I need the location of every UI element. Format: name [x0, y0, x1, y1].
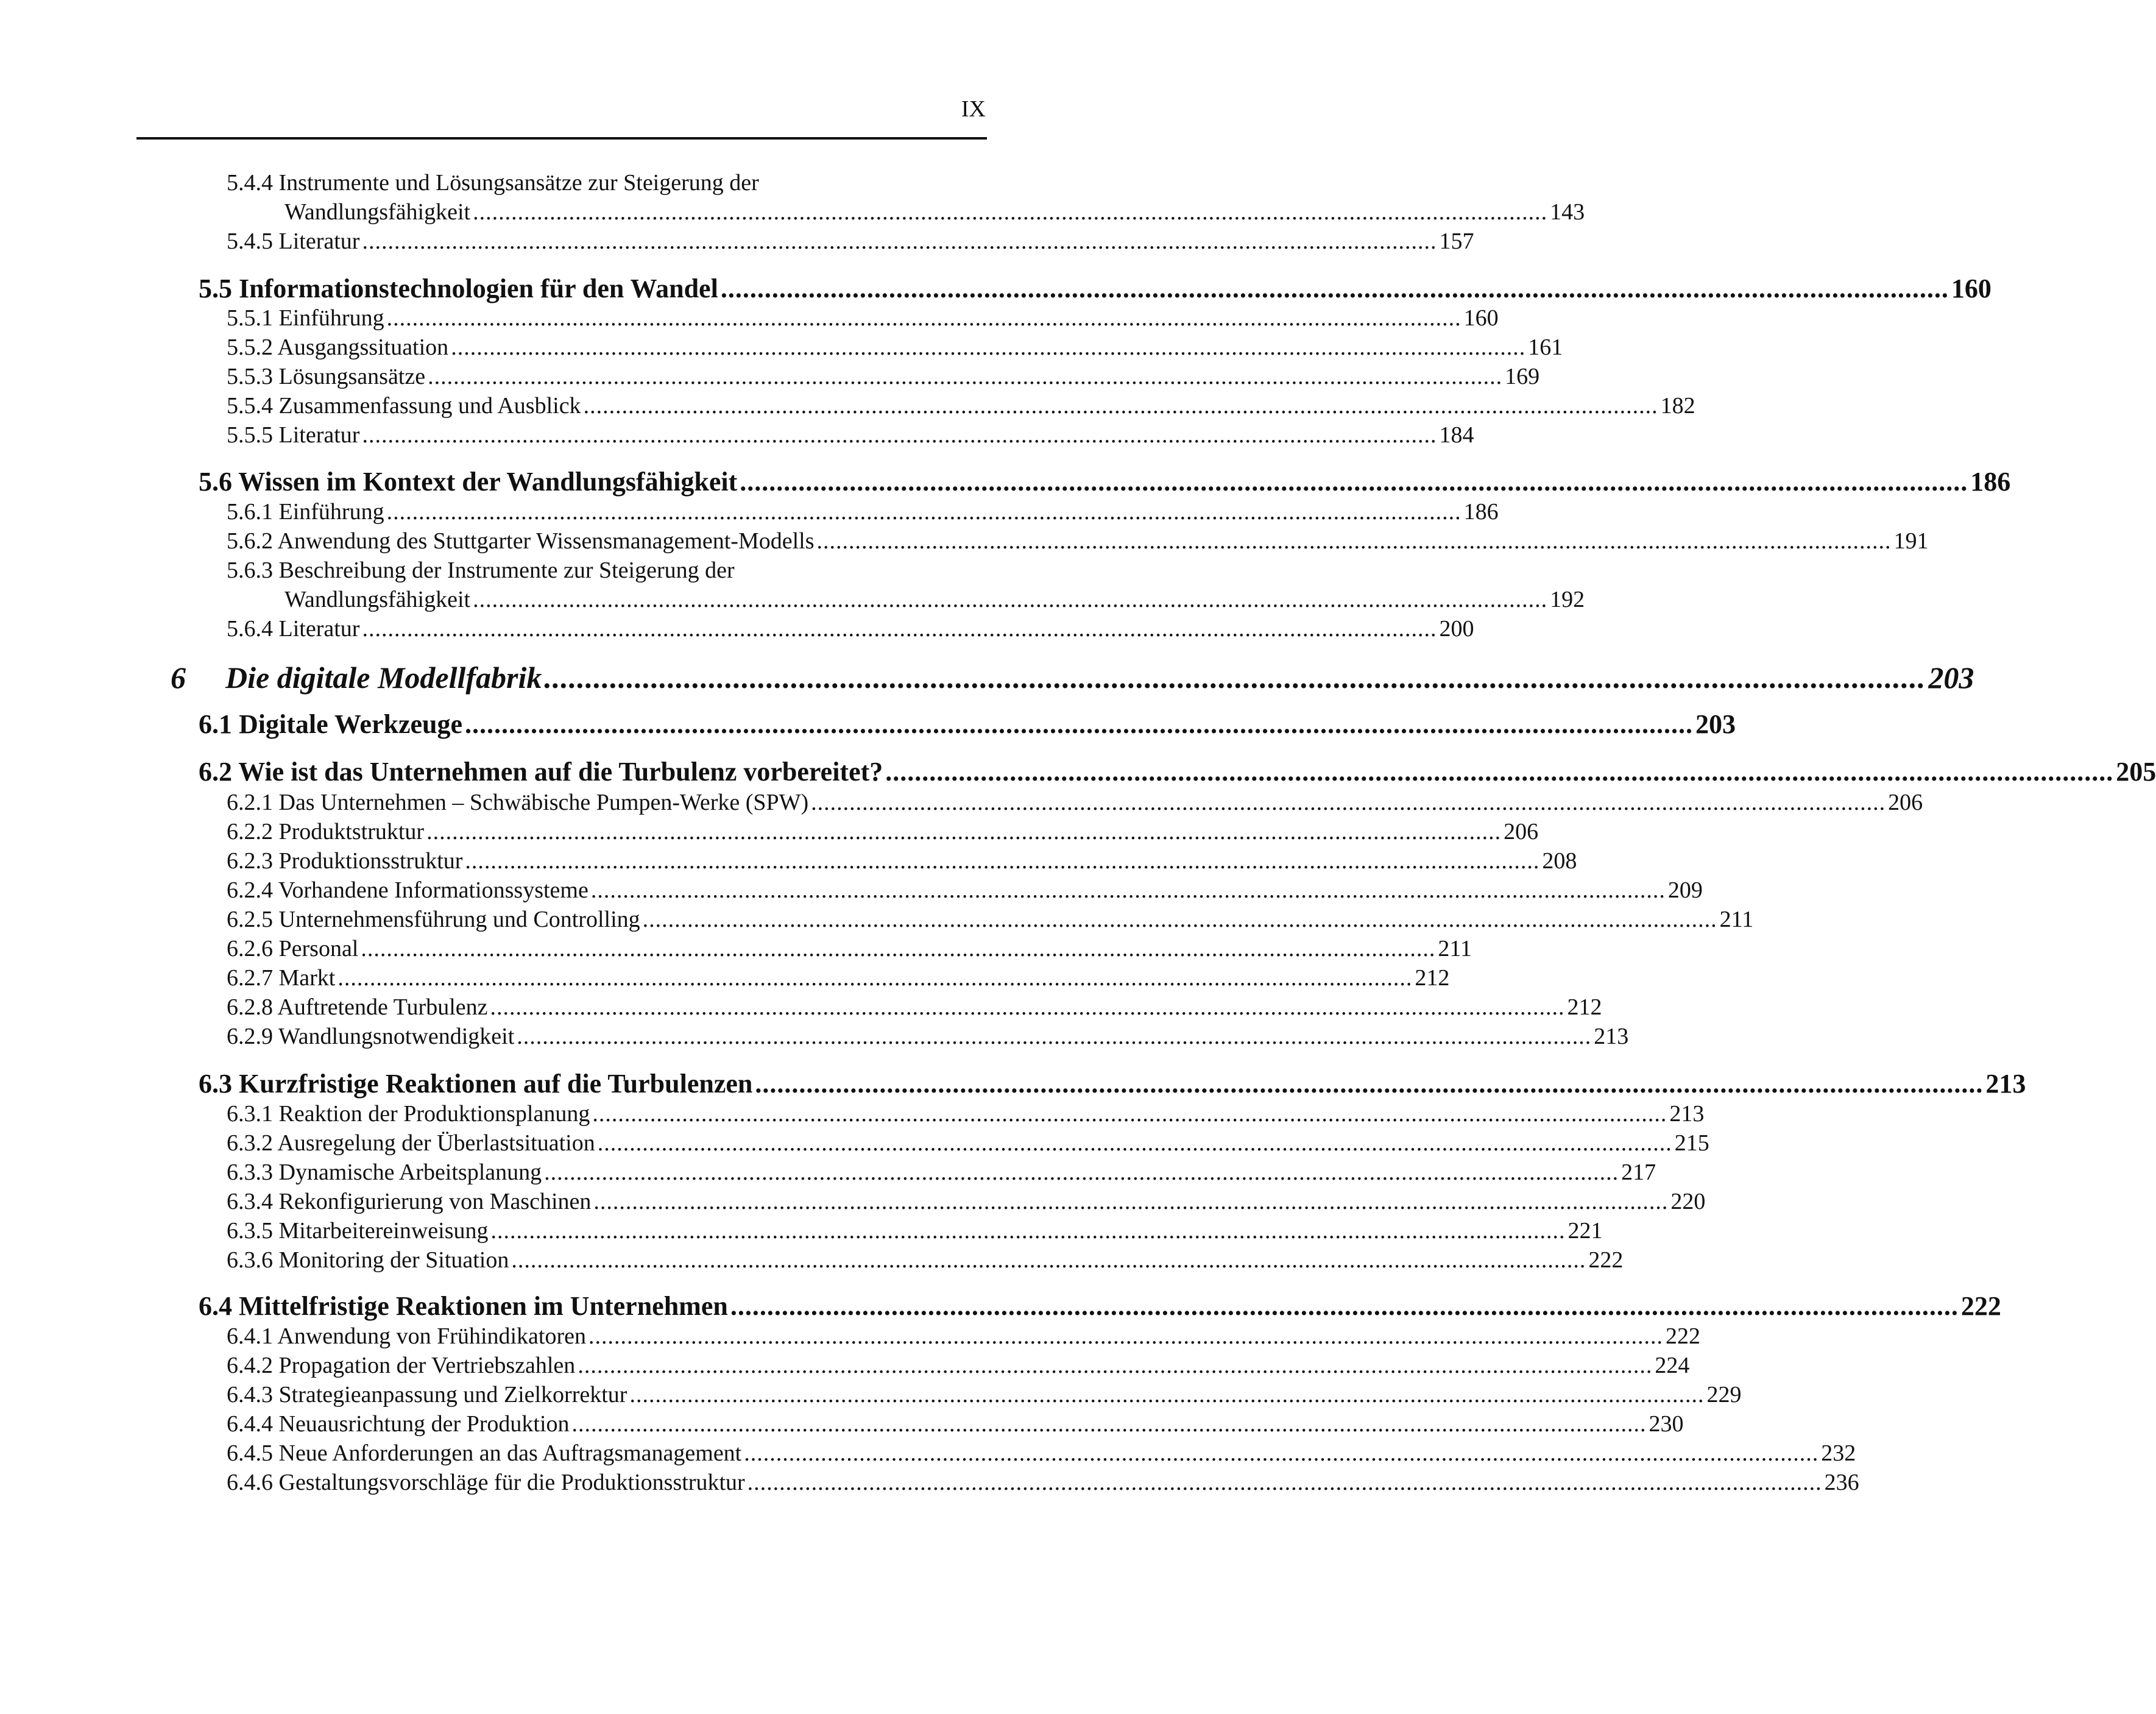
dot-leader: ........................................................................................................................................................................	[465, 709, 1693, 739]
toc-entry-6-4-1[interactable]	[227, 1323, 1701, 1350]
toc-entry-5-5-3[interactable]	[227, 363, 1540, 390]
toc-entry-page: 186	[1463, 499, 1499, 525]
dot-leader: ........................................................................................................................................................................	[583, 393, 1658, 419]
toc-entry-page: 220	[1670, 1189, 1706, 1214]
toc-entry-page: 184	[1439, 422, 1474, 448]
toc-section-title: 6.4 Mittelfristige Reaktionen im Unternehmen	[199, 1291, 728, 1321]
dot-leader: ........................................................................................................................................................................	[511, 1247, 1586, 1273]
toc-entry-6-4-6[interactable]	[227, 1469, 1859, 1496]
toc-section-title: 6.1 Digitale Werkzeuge	[199, 709, 462, 739]
toc-entry-5-5-5[interactable]	[227, 422, 1474, 448]
toc-entry-5-6-3[interactable]	[285, 586, 1585, 613]
toc-entry-title: Wandlungsfähigkeit	[285, 587, 471, 612]
toc-entry-title: 6.2.4 Vorhandene Informationssysteme	[227, 877, 588, 903]
dot-leader: ........................................................................................................................................................................	[361, 936, 1436, 961]
dot-leader: ........................................................................................................................................................................	[386, 499, 1461, 525]
dot-leader: ........................................................................................................................................................................	[451, 335, 1526, 360]
toc-entry-5-6-1[interactable]	[227, 498, 1499, 525]
toc-entry-6-2-5[interactable]	[227, 906, 1754, 933]
toc-entry-5-4-5[interactable]	[227, 228, 1474, 255]
toc-entry-page: 161	[1528, 335, 1563, 360]
dot-leader: ........................................................................................................................................................................	[465, 848, 1540, 874]
toc-entry-page: 160	[1463, 305, 1499, 331]
toc-section-5-5[interactable]	[199, 273, 1992, 304]
dot-leader: ........................................................................................................................................................................	[597, 1130, 1672, 1156]
toc-entry-title: 5.6.2 Anwendung des Stuttgarter Wissensmanagement-Modells	[227, 528, 815, 554]
toc-section-page: 205	[2116, 757, 2156, 787]
toc-entry-page: 143	[1550, 199, 1585, 225]
dot-leader: ........................................................................................................................................................................	[362, 228, 1437, 254]
toc-entry-title: 5.5.4 Zusammenfassung und Ausblick	[227, 393, 581, 419]
toc-entry-title: 6.3.4 Rekonfigurierung von Maschinen	[227, 1189, 592, 1214]
toc-entry-6-2-6[interactable]	[227, 935, 1472, 962]
toc-entry-page: 169	[1505, 364, 1540, 389]
toc-entry-6-2-9[interactable]	[227, 1023, 1629, 1050]
toc-entry-5-5-4[interactable]	[227, 392, 1695, 419]
toc-entry-title: 5.6.4 Literatur	[227, 616, 360, 642]
dot-leader: ........................................................................................................................................................................	[588, 1323, 1664, 1349]
toc-entry-title: 5.4.5 Literatur	[227, 228, 360, 254]
toc-entry-title: 6.2.3 Produktionsstruktur	[227, 848, 463, 874]
toc-section-page: 203	[1695, 709, 1736, 739]
toc-entry-title: 6.3.6 Monitoring der Situation	[227, 1247, 509, 1273]
dot-leader: ........................................................................................................................................................................	[811, 790, 1886, 815]
toc-entry-page: 209	[1667, 877, 1703, 903]
toc-entry-6-3-4[interactable]	[227, 1188, 1706, 1215]
toc-section-page: 160	[1951, 274, 1992, 303]
toc-entry-5-6-3-line1[interactable]: 5.6.3 Beschreibung der Instrumente zur Steigerung der	[227, 558, 735, 583]
dot-leader: ........................................................................................................................................................................	[571, 1411, 1647, 1437]
toc-entry-page: 206	[1504, 819, 1539, 845]
toc-entry-5-4-4[interactable]	[285, 199, 1585, 225]
toc-section-page: 213	[1985, 1069, 2026, 1099]
dot-leader: ........................................................................................................................................................................	[593, 1189, 1669, 1214]
toc-chapter-page: 203	[1928, 660, 1974, 695]
toc-entry-6-2-4[interactable]	[227, 877, 1703, 904]
page-number: IX	[961, 96, 986, 122]
toc-entry-title: 6.4.6 Gestaltungsvorschläge für die Produktionsstruktur	[227, 1470, 745, 1495]
toc-entry-page: 208	[1542, 848, 1577, 874]
dot-leader: ........................................................................................................................................................................	[629, 1382, 1705, 1408]
toc-entry-title: 6.4.3 Strategieanpassung und Zielkorrektur	[227, 1382, 627, 1408]
toc-entry-title: 6.4.5 Neue Anforderungen an das Auftragsmanagement	[227, 1440, 742, 1466]
dot-leader: ........................................................................................................................................................................	[517, 1024, 1592, 1049]
toc-entry-page: 229	[1706, 1382, 1742, 1408]
dot-leader: ........................................................................................................................................................................	[730, 1291, 1959, 1321]
toc-entry-title: 6.3.1 Reaktion der Produktionsplanung	[227, 1101, 590, 1127]
toc-chapter-number: 6	[171, 660, 186, 695]
toc-entry-title: 6.3.2 Ausregelung der Überlastsituation	[227, 1130, 595, 1156]
dot-leader: ........................................................................................................................................................................	[426, 819, 1502, 845]
toc-entry-page: 206	[1888, 790, 1923, 815]
toc-entry-title: 6.2.2 Produktstruktur	[227, 819, 425, 845]
toc-entry-title: 6.3.5 Mitarbeitereinweisung	[227, 1218, 489, 1244]
toc-entry-title: 6.4.4 Neuausrichtung der Produktion	[227, 1411, 570, 1437]
toc-entry-page: 213	[1669, 1101, 1705, 1127]
toc-entry-page: 211	[1438, 936, 1472, 961]
toc-entry-page: 232	[1821, 1440, 1856, 1466]
toc-entry-title: 5.5.2 Ausgangssituation	[227, 335, 449, 360]
toc-section-title: 5.6 Wissen im Kontext der Wandlungsfähigkeit	[199, 467, 738, 497]
dot-leader: ........................................................................................................................................................................	[362, 422, 1437, 448]
toc-entry-page: 182	[1660, 393, 1695, 419]
toc-entry-title: 6.2.8 Auftretende Turbulenz	[227, 994, 488, 1020]
toc-entry-page: 236	[1824, 1470, 1859, 1495]
toc-entry-page: 213	[1594, 1024, 1629, 1049]
toc-section-page: 186	[1970, 467, 2011, 497]
toc-entry-page: 222	[1588, 1247, 1624, 1273]
toc-entry-title: 6.2.5 Unternehmensführung und Controlling	[227, 907, 640, 932]
toc-entry-title: 5.5.3 Lösungsansätze	[227, 364, 426, 389]
toc-entry-page: 157	[1439, 228, 1474, 254]
toc-entry-page: 212	[1415, 965, 1450, 991]
toc-entry-6-2-8[interactable]	[227, 994, 1602, 1021]
toc-entry-title: Wandlungsfähigkeit	[285, 199, 471, 225]
toc-entry-5-6-4[interactable]	[227, 615, 1474, 642]
toc-entry-title: 5.6.1 Einführung	[227, 499, 384, 525]
toc-entry-6-4-4[interactable]	[227, 1411, 1684, 1437]
toc-entry-page: 215	[1674, 1130, 1709, 1156]
dot-leader: ........................................................................................................................................................................	[747, 1470, 1822, 1495]
toc-entry-page: 211	[1719, 907, 1754, 932]
dot-leader: ........................................................................................................................................................................	[338, 965, 1413, 991]
dot-leader: ........................................................................................................................................................................	[362, 616, 1437, 642]
toc-entry-6-2-1[interactable]	[227, 789, 1923, 816]
dot-leader: ........................................................................................................................................................................	[755, 1069, 1984, 1099]
toc-entry-6-3-1[interactable]	[227, 1100, 1705, 1127]
dot-leader: ........................................................................................................................................................................	[885, 757, 2114, 787]
toc-entry-title: 6.4.2 Propagation der Vertriebszahlen	[227, 1353, 576, 1378]
toc-entry-5-5-1[interactable]	[227, 305, 1499, 331]
toc-section-6-2[interactable]	[199, 756, 2156, 787]
toc-entry-title: 5.5.5 Literatur	[227, 422, 360, 448]
toc-entry-page: 192	[1550, 587, 1585, 612]
toc-chapter-title: Die digitale Modellfabrik	[225, 660, 542, 695]
toc-entry-title: 6.2.7 Markt	[227, 965, 336, 991]
toc-entry-title: 6.2.6 Personal	[227, 936, 359, 961]
toc-entry-page: 212	[1567, 994, 1602, 1020]
dot-leader: ........................................................................................................................................................................	[386, 305, 1461, 331]
dot-leader: ........................................................................................................................................................................	[744, 1440, 1819, 1466]
toc-section-6-3[interactable]	[199, 1068, 2026, 1099]
toc-section-title: 6.2 Wie ist das Unternehmen auf die Turbulenz vorbereitet?	[199, 757, 883, 787]
toc-entry-page: 230	[1649, 1411, 1684, 1437]
dot-leader: ........................................................................................................................................................................	[578, 1353, 1653, 1378]
dot-leader: ........................................................................................................................................................................	[473, 587, 1548, 612]
toc-entry-5-6-2[interactable]	[227, 528, 1929, 554]
toc-section-6-4[interactable]	[199, 1291, 2001, 1322]
toc-entry-6-2-7[interactable]	[227, 965, 1450, 991]
toc-section-5-6[interactable]	[199, 466, 2011, 497]
toc-section-page: 222	[1960, 1291, 2001, 1321]
dot-leader: ........................................................................................................................................................................	[590, 877, 1666, 903]
toc-entry-title: 6.2.1 Das Unternehmen – Schwäbische Pumpen-Werke (SPW)	[227, 790, 809, 815]
dot-leader: ........................................................................................................................................................................	[490, 1218, 1566, 1244]
toc-entry-page: 224	[1655, 1353, 1690, 1378]
toc-entry-6-3-2[interactable]	[227, 1130, 1709, 1156]
toc-entry-6-3-3[interactable]	[227, 1159, 1656, 1186]
toc-entry-6-2-3[interactable]	[227, 848, 1577, 874]
dot-leader: ........................................................................................................................................................................	[740, 467, 1968, 497]
dot-leader: ........................................................................................................................................................................	[720, 274, 1949, 303]
toc-entry-title: 6.3.3 Dynamische Arbeitsplanung	[227, 1160, 542, 1185]
toc-entry-6-3-5[interactable]	[227, 1217, 1603, 1244]
toc-entry-page: 222	[1666, 1323, 1701, 1349]
toc-entry-page: 217	[1621, 1160, 1656, 1185]
dot-leader: ........................................................................................................................................................................	[490, 994, 1565, 1020]
dot-leader: ........................................................................................................................................................................	[544, 1160, 1619, 1185]
toc-entry-6-4-3[interactable]	[227, 1381, 1742, 1408]
toc-entry-5-4-4-line1[interactable]: 5.4.4 Instrumente und Lösungsansätze zur Steigerung der	[227, 170, 759, 196]
toc-section-title: 6.3 Kurzfristige Reaktionen auf die Turbulenzen	[199, 1069, 753, 1099]
toc-entry-6-4-2[interactable]	[227, 1352, 1690, 1379]
toc-section-6-1[interactable]	[199, 709, 1736, 740]
toc-section-title: 5.5 Informationstechnologien für den Wandel	[199, 274, 718, 303]
toc-entry-page: 221	[1568, 1218, 1603, 1244]
toc-entry-title: 5.5.1 Einführung	[227, 305, 384, 331]
toc-entry-6-2-2[interactable]	[227, 818, 1539, 845]
toc-entry-5-5-2[interactable]	[227, 334, 1563, 361]
header-rule	[136, 137, 987, 140]
dot-leader: ........................................................................................................................................................................	[592, 1101, 1667, 1127]
toc-entry-title: 6.2.9 Wandlungsnotwendigkeit	[227, 1024, 515, 1049]
toc-chapter-6[interactable]	[171, 660, 1974, 695]
dot-leader: ........................................................................................................................................................................	[642, 907, 1717, 932]
toc-entry-page: 191	[1893, 528, 1929, 554]
dot-leader: ........................................................................................................................................................................	[428, 364, 1503, 389]
toc-entry-6-3-6[interactable]	[227, 1247, 1624, 1273]
toc-entry-page: 200	[1439, 616, 1474, 642]
dot-leader: ........................................................................................................................................................................	[473, 199, 1548, 225]
dot-leader: ........................................................................................................................................................................	[816, 528, 1892, 554]
toc-entry-title: 6.4.1 Anwendung von Frühindikatoren	[227, 1323, 587, 1349]
toc-entry-6-4-5[interactable]	[227, 1440, 1856, 1467]
dot-leader: ........................................................................................................................................................................	[544, 660, 1926, 695]
